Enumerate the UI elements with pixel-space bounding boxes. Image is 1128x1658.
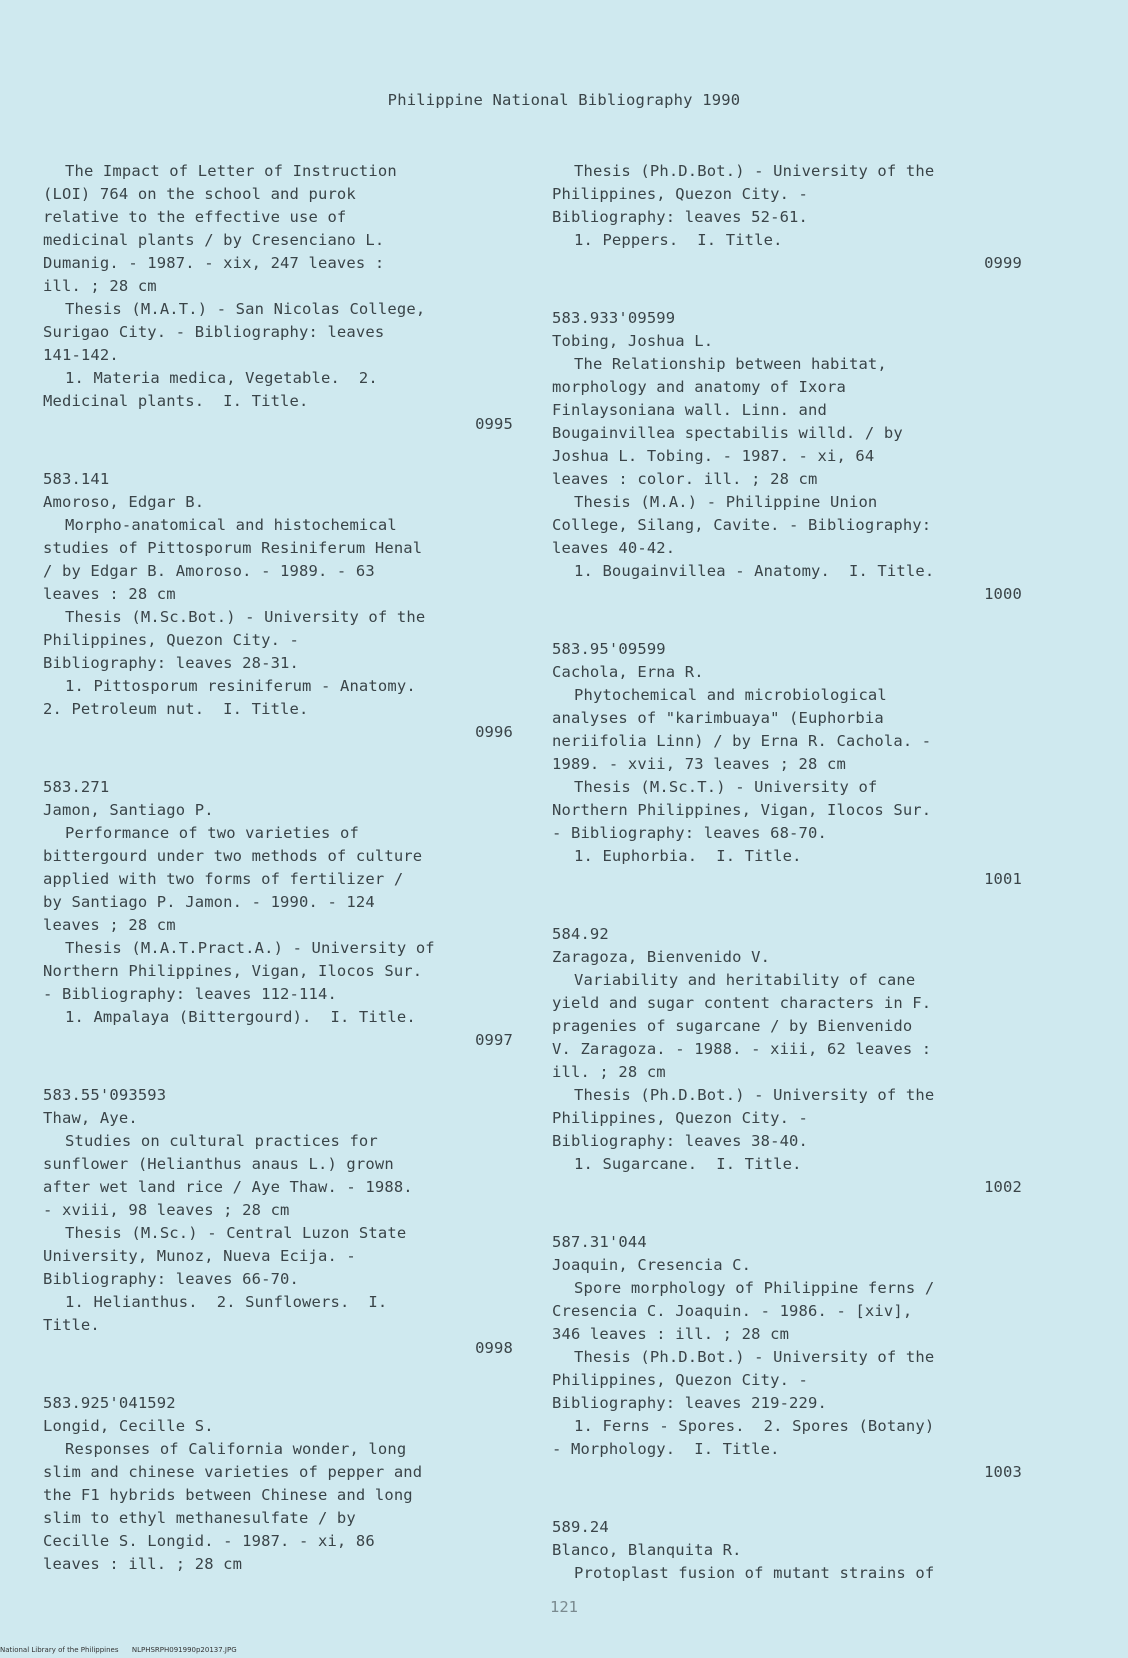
entry-line: neriifolia Linn) / by Erna R. Cachola. - (552, 732, 932, 750)
entry-line: Bougainvillea spectabilis willd. / by (552, 424, 903, 442)
entry-line: leaves ; 28 cm (43, 916, 176, 934)
entry-number: 0995 (475, 415, 513, 433)
entry-number: 1001 (984, 870, 1022, 888)
entry-line: Cachola, Erna R. (552, 663, 704, 681)
entry-line: - xviii, 98 leaves ; 28 cm (43, 1201, 290, 1219)
entry-line: 589.24 (552, 1518, 609, 1536)
entry-line: Joshua L. Tobing. - 1987. - xi, 64 (552, 447, 875, 465)
entry-line: 1. Euphorbia. I. Title. (574, 847, 802, 865)
entry-line: sunflower (Helianthus anaus L.) grown (43, 1155, 394, 1173)
entry-line: Tobing, Joshua L. (552, 332, 714, 350)
entry-line: 2. Petroleum nut. I. Title. (43, 700, 309, 718)
scan-footer: National Library of the Philippines NLPHSRPH091990p20137.JPG (0, 1646, 237, 1654)
entry-line: Responses of California wonder, long (65, 1440, 407, 1458)
entry-line: 1. Materia medica, Vegetable. 2. (65, 369, 378, 387)
entry-line: Joaquin, Cresencia C. (552, 1256, 752, 1274)
entry-line: 583.141 (43, 470, 110, 488)
entry-line: leaves : ill. ; 28 cm (43, 1555, 243, 1573)
entry-line: 1. Ampalaya (Bittergourd). I. Title. (65, 1008, 416, 1026)
entry-line: Blanco, Blanquita R. (552, 1541, 742, 1559)
entry-line: Thesis (Ph.D.Bot.) - University of the (574, 1348, 935, 1366)
entry-line: 1989. - xvii, 73 leaves ; 28 cm (552, 755, 846, 773)
bibliography-entry (552, 923, 1022, 1199)
bibliography-entry (43, 776, 513, 1052)
entry-line: Surigao City. - Bibliography: leaves (43, 323, 385, 341)
entry-line: 1. Bougainvillea - Anatomy. I. Title. (574, 562, 935, 580)
entry-line: The Relationship between habitat, (574, 355, 887, 373)
entry-line: Cresencia C. Joaquin. - 1986. - [xiv], (552, 1302, 913, 1320)
entry-line: Spore morphology of Philippine ferns / (574, 1279, 935, 1297)
entry-line: slim to ethyl methanesulfate / by (43, 1509, 356, 1527)
bibliography-entry (552, 307, 1022, 606)
entry-line: Dumanig. - 1987. - xix, 247 leaves : (43, 254, 385, 272)
entry-line: morphology and anatomy of Ixora (552, 378, 846, 396)
entry-line: College, Silang, Cavite. - Bibliography: (552, 516, 932, 534)
entry-line: Thesis (M.Sc.) - Central Luzon State (65, 1224, 407, 1242)
entry-line: 141-142. (43, 346, 119, 364)
entry-line: leaves : 28 cm (43, 585, 176, 603)
entry-line: pragenies of sugarcane / by Bienvenido (552, 1017, 913, 1035)
entry-line: Medicinal plants. I. Title. (43, 392, 309, 410)
entry-line: Variability and heritability of cane (574, 971, 916, 989)
entry-line: 583.95'09599 (552, 640, 666, 658)
right-column (552, 160, 1022, 1617)
entry-line: Finlaysoniana wall. Linn. and (552, 401, 827, 419)
entry-line: 584.92 (552, 925, 609, 943)
entry-line: Longid, Cecille S. (43, 1417, 214, 1435)
entry-line: Thesis (Ph.D.Bot.) - University of the (574, 1086, 935, 1104)
entry-line: Thesis (M.Sc.Bot.) - University of the (65, 608, 426, 626)
entry-line: leaves 40-42. (552, 539, 676, 557)
entry-line: Thesis (M.A.T.Pract.A.) - University of (65, 939, 435, 957)
entry-line: applied with two forms of fertilizer / (43, 870, 404, 888)
bibliography-entry (43, 160, 513, 436)
entry-line: V. Zaragoza. - 1988. - xiii, 62 leaves : (552, 1040, 932, 1058)
entry-line: Zaragoza, Bienvenido V. (552, 948, 771, 966)
bibliography-entry (552, 638, 1022, 891)
entry-line: Cecille S. Longid. - 1987. - xi, 86 (43, 1532, 375, 1550)
entry-line: Bibliography: leaves 219-229. (552, 1394, 827, 1412)
entry-line: after wet land rice / Aye Thaw. - 1988. (43, 1178, 413, 1196)
entry-number: 0997 (475, 1031, 513, 1049)
page-header: Philippine National Bibliography 1990 (387, 91, 741, 109)
left-column (43, 160, 513, 1608)
entry-line: bittergourd under two methods of culture (43, 847, 423, 865)
entry-line: 1. Ferns - Spores. 2. Spores (Botany) (574, 1417, 935, 1435)
entry-line: Philippines, Quezon City. - (552, 1371, 809, 1389)
entry-line: Philippines, Quezon City. - (43, 631, 300, 649)
entry-line: the F1 hybrids between Chinese and long (43, 1486, 413, 1504)
entry-line: 346 leaves : ill. ; 28 cm (552, 1325, 790, 1343)
entry-line: Protoplast fusion of mutant strains of (574, 1564, 935, 1582)
page-number: 121 (550, 1598, 578, 1616)
entry-line: Phytochemical and microbiological (574, 686, 887, 704)
entry-line: - Bibliography: leaves 68-70. (552, 824, 827, 842)
entry-line: Title. (43, 1316, 100, 1334)
entry-line: Jamon, Santiago P. (43, 801, 214, 819)
entry-line: 1. Sugarcane. I. Title. (574, 1155, 802, 1173)
entry-line: leaves : color. ill. ; 28 cm (552, 470, 818, 488)
entry-line: Studies on cultural practices for (65, 1132, 378, 1150)
bibliography-entry (552, 160, 1022, 275)
entry-line: Performance of two varieties of (65, 824, 359, 842)
entry-line: 583.933'09599 (552, 309, 676, 327)
entry-line: 1. Helianthus. 2. Sunflowers. I. (65, 1293, 388, 1311)
bibliography-entry (43, 468, 513, 744)
entry-line: 1. Pittosporum resiniferum - Anatomy. (65, 677, 416, 695)
entry-line: Thesis (M.A.T.) - San Nicolas College, (65, 300, 426, 318)
entry-line: Bibliography: leaves 66-70. (43, 1270, 300, 1288)
entry-line: slim and chinese varieties of pepper and (43, 1463, 423, 1481)
entry-line: 583.925'041592 (43, 1394, 176, 1412)
entry-line: Bibliography: leaves 38-40. (552, 1132, 809, 1150)
entry-line: Thesis (Ph.D.Bot.) - University of the (574, 162, 935, 180)
entry-line: Thesis (M.A.) - Philippine Union (574, 493, 878, 511)
entry-line: Thesis (M.Sc.T.) - University of (574, 778, 878, 796)
entry-number: 1003 (984, 1463, 1022, 1481)
entry-line: Thaw, Aye. (43, 1109, 138, 1127)
entry-number: 0999 (984, 254, 1022, 272)
bibliography-entry (43, 1084, 513, 1360)
entry-line: analyses of "karimbuaya" (Euphorbia (552, 709, 884, 727)
entry-line: Bibliography: leaves 52-61. (552, 208, 809, 226)
entry-line: ill. ; 28 cm (43, 277, 157, 295)
entry-line: (LOI) 764 on the school and purok (43, 185, 356, 203)
entry-line: yield and sugar content characters in F. (552, 994, 932, 1012)
entry-line: by Santiago P. Jamon. - 1990. - 124 (43, 893, 375, 911)
entry-line: - Bibliography: leaves 112-114. (43, 985, 337, 1003)
bibliography-entry (43, 1392, 513, 1576)
entry-line: studies of Pittosporum Resiniferum Henal (43, 539, 423, 557)
entry-number: 0998 (475, 1339, 513, 1357)
entry-line: relative to the effective use of (43, 208, 347, 226)
entry-line: Philippines, Quezon City. - (552, 1109, 809, 1127)
entry-line: ill. ; 28 cm (552, 1063, 666, 1081)
entry-line: Morpho-anatomical and histochemical (65, 516, 397, 534)
entry-line: 587.31'044 (552, 1233, 647, 1251)
entry-line: / by Edgar B. Amoroso. - 1989. - 63 (43, 562, 375, 580)
entry-line: - Morphology. I. Title. (552, 1440, 780, 1458)
entry-line: Amoroso, Edgar B. (43, 493, 205, 511)
entry-line: 583.55'093593 (43, 1086, 167, 1104)
entry-line: Northern Philippines, Vigan, Ilocos Sur. (552, 801, 932, 819)
entry-line: Bibliography: leaves 28-31. (43, 654, 300, 672)
entry-line: Philippines, Quezon City. - (552, 185, 809, 203)
entry-number: 1000 (984, 585, 1022, 603)
bibliography-entry (552, 1231, 1022, 1484)
entry-line: University, Munoz, Nueva Ecija. - (43, 1247, 356, 1265)
entry-line: The Impact of Letter of Instruction (65, 162, 397, 180)
entry-number: 1002 (984, 1178, 1022, 1196)
entry-line: Northern Philippines, Vigan, Ilocos Sur. (43, 962, 423, 980)
entry-number: 0996 (475, 723, 513, 741)
entry-line: 583.271 (43, 778, 110, 796)
bibliography-entry (552, 1516, 1022, 1585)
entry-line: medicinal plants / by Cresenciano L. (43, 231, 385, 249)
entry-line: 1. Peppers. I. Title. (574, 231, 783, 249)
